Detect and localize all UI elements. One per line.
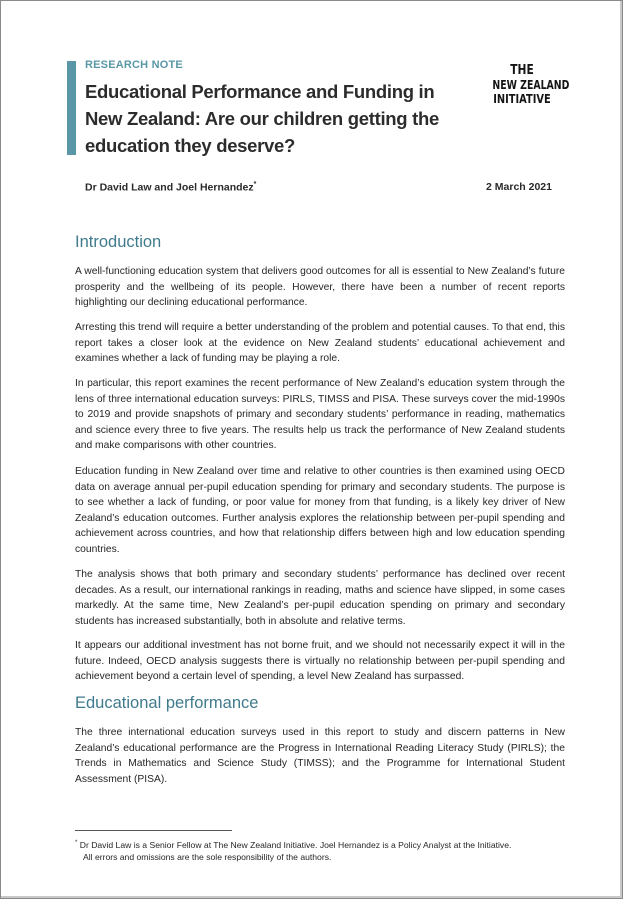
intro-paragraph-5: The analysis shows that both primary and secondary students’ performance has declined over recent decades. As a result, our international rankings in reading, maths and science have slipped, in some cases markedly. At the same time, New Zealand’s per-pupil education spending on primary and secondary students has increased substantially, both in absolute and relative terms.	[75, 569, 565, 627]
footnote-line-1: Dr David Law is a Senior Fellow at The New Zealand Initiative. Joel Hernandez is a Policy Analyst at the Initiative.	[79, 839, 512, 850]
footnote-line-2: All errors and omissions are the sole responsibility of the authors.	[83, 852, 332, 863]
author-footnote-mark: *	[253, 181, 257, 188]
accent-bar	[67, 61, 76, 155]
intro-paragraph-2: Arresting this trend will require a better understanding of the problem and potential causes. To that end, this report takes a closer look at the evidence on New Zealand students’ educational achievement and examines whether a lack of funding may be playing a role.	[75, 322, 565, 365]
publication-date: 2 March 2021	[486, 181, 552, 193]
authors	[85, 181, 256, 194]
intro-paragraph-3: In particular, this report examines the recent performance of New Zealand’s education system through the lens of three international education surveys: PIRLS, TIMSS and PISA. These surveys cover the mid-1990s to 2019 and provide snapshots of primary and secondary students’ performance in reading, mathematics and science every three to five years. The results help us track the performance of New Zealand students and make comparisons with other countries.	[75, 378, 565, 452]
intro-paragraph-6: It appears our additional investment has not borne fruit, and we should not necessarily expect it will in the future. Indeed, OECD analysis suggests there is virtually no relationship between per-pupil spending and achievement beyond a certain level of spending, a level New Zealand has surpassed.	[75, 640, 565, 683]
footnote-divider	[75, 830, 232, 831]
logo-line-2: NEW ZEALAND	[492, 78, 570, 92]
section-heading-introduction: Introduction	[75, 233, 162, 251]
intro-paragraph-4: Education funding in New Zealand over time and relative to other countries is then examined using OECD data on average annual per-pupil education spending for primary and secondary students. The purpose is to see whether a lack of funding, or poor value for money from that funding, is a likely key driver of New Zealand’s education outcomes. Further analysis explores the relationship between per-pupil spending and achievement across countries, and how that relationship differs between high and low education spending countries.	[75, 466, 565, 555]
footnote-mark: *	[75, 840, 78, 846]
performance-paragraph-1: The three international education surveys used in this report to study and discern patterns in New Zealand’s educational performance are the Progress in International Reading Literacy Study (PIRLS); the Trends in Mathematics and Science Study (TIMSS); and the Programme for International Student Assessment (PISA).	[75, 727, 565, 785]
document-title: Educational Performance and Funding in New Zealand: Are our children getting the education they deserve?	[85, 81, 439, 156]
nz-initiative-logo	[484, 63, 570, 106]
logo-line-3: INITIATIVE	[493, 92, 551, 106]
section-heading-educational-performance: Educational performance	[75, 694, 259, 712]
footnote	[75, 837, 567, 864]
author-names: Dr David Law and Joel Hernandez	[85, 181, 254, 194]
intro-paragraph-1: A well-functioning education system that delivers good outcomes for all is essential to New Zealand’s future prosperity and the wellbeing of its people. However, there have been a number of recent reports highlighting our declining educational performance.	[75, 266, 565, 309]
logo-line-1: THE	[510, 63, 534, 78]
research-note-label: RESEARCH NOTE	[85, 59, 183, 71]
